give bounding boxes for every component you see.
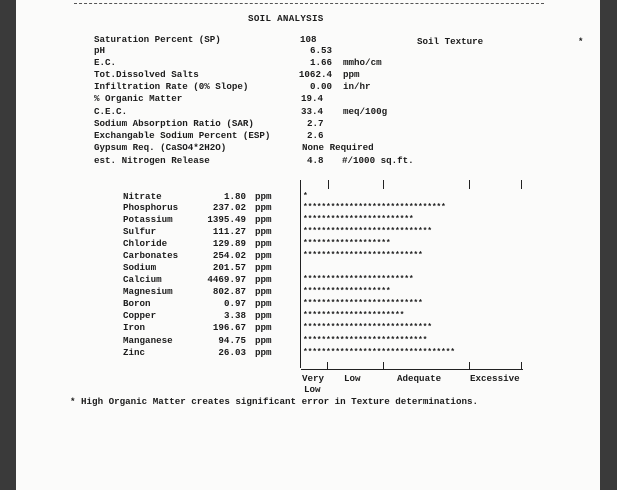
nutrient-name: Chloride <box>123 238 168 249</box>
nutrient-unit: ppm <box>255 335 272 346</box>
nutrient-name: Magnesium <box>123 286 173 297</box>
nutrient-value: 802.87 <box>212 286 246 297</box>
nutrient-bar: ************************** <box>303 299 423 308</box>
nutrient-name: Potassium <box>123 214 173 225</box>
param-value-sp: 108 <box>300 34 317 45</box>
param-value-nitrogen: 4.8 <box>307 155 324 166</box>
nutrient-value: 1395.49 <box>207 214 246 225</box>
param-unit-ec: mmho/cm <box>343 57 382 68</box>
nutrient-unit: ppm <box>255 286 272 297</box>
side-marker: * <box>578 37 584 47</box>
nutrient-bar: **************************** <box>303 323 432 332</box>
nutrient-value: 94.75 <box>218 335 246 346</box>
scale-label-very-low: Low <box>304 384 321 395</box>
nutrient-bar: ************************ <box>303 215 414 224</box>
nutrient-unit: ppm <box>255 191 272 202</box>
nutrient-value: 237.02 <box>212 202 246 213</box>
nutrient-bar: ******************* <box>303 287 391 296</box>
param-value-organic: 19.4 <box>301 93 324 104</box>
param-value-sar: 2.7 <box>307 118 324 129</box>
nutrient-name: Carbonates <box>123 250 179 261</box>
nutrient-bar: ******************* <box>303 239 391 248</box>
nutrient-value: 196.67 <box>212 322 246 333</box>
scale-tick-3 <box>469 180 470 189</box>
nutrient-bar: **************************** <box>303 227 432 236</box>
nutrient-name: Manganese <box>123 335 173 346</box>
page-title: SOIL ANALYSIS <box>248 13 324 24</box>
nutrient-bar: ************************** <box>303 251 423 260</box>
param-value-esp: 2.6 <box>307 130 324 141</box>
param-label-ec: E.C. <box>94 57 117 68</box>
nutrient-bar: ************************ <box>303 275 414 284</box>
nutrient-value: 129.89 <box>212 238 246 249</box>
nutrient-unit: ppm <box>255 322 272 333</box>
nutrient-unit: ppm <box>255 226 272 237</box>
scale-divider-4 <box>521 362 522 370</box>
nutrient-name: Boron <box>123 298 151 309</box>
nutrient-bar: *************************** <box>303 336 428 345</box>
soil-texture-label: Soil Texture <box>417 36 484 47</box>
scale-label-very: Very <box>302 373 325 384</box>
param-label-sar: Sodium Absorption Ratio (SAR) <box>94 118 254 129</box>
param-value-ec: 1.66 <box>309 57 332 68</box>
param-label-tds: Tot.Dissolved Salts <box>94 69 199 80</box>
scale-divider-3 <box>469 362 470 370</box>
nutrient-value: 201.57 <box>212 262 246 273</box>
param-unit-infiltration: in/hr <box>343 81 371 92</box>
nutrient-value: 3.38 <box>223 310 246 321</box>
nutrient-value: 111.27 <box>212 226 246 237</box>
param-label-sp: Saturation Percent (SP) <box>94 34 221 45</box>
nutrient-unit: ppm <box>255 250 272 261</box>
nutrient-name: Sodium <box>123 262 157 273</box>
param-value-cec: 33.4 <box>301 106 324 117</box>
nutrient-unit: ppm <box>255 262 272 273</box>
nutrient-unit: ppm <box>255 214 272 225</box>
nutrient-unit: ppm <box>255 238 272 249</box>
param-label-cec: C.E.C. <box>94 106 128 117</box>
nutrient-name: Calcium <box>123 274 162 285</box>
nutrient-value: 254.02 <box>212 250 246 261</box>
nutrient-name: Iron <box>123 322 146 333</box>
scale-label-excessive: Excessive <box>470 373 520 384</box>
nutrient-value: 26.03 <box>218 347 246 358</box>
nutrient-bar: ********************** <box>303 311 405 320</box>
top-dashed-rule <box>74 3 544 4</box>
param-value-gypsum: None Required <box>302 142 374 153</box>
nutrient-bar: ******************************* <box>303 203 446 212</box>
nutrient-bar: * <box>303 192 308 201</box>
param-label-infiltration: Infiltration Rate (0% Slope) <box>94 81 249 92</box>
nutrient-name: Sulfur <box>123 226 157 237</box>
scale-label-adequate: Adequate <box>397 373 442 384</box>
scale-divider-1 <box>327 362 328 370</box>
param-unit-nitrogen: #/1000 sq.ft. <box>342 155 414 166</box>
nutrient-unit: ppm <box>255 298 272 309</box>
nutrient-name: Phosphorus <box>123 202 179 213</box>
nutrient-value: 0.97 <box>223 298 246 309</box>
scale-label-low: Low <box>344 373 361 384</box>
param-value-ph: 6.53 <box>309 45 332 56</box>
scale-tick-4 <box>521 180 522 189</box>
param-unit-cec: meq/100g <box>343 106 388 117</box>
footnote: * High Organic Matter creates significant error in Texture determinations. <box>70 396 478 407</box>
scale-tick-1 <box>328 180 329 189</box>
nutrient-name: Copper <box>123 310 157 321</box>
param-label-nitrogen: est. Nitrogen Release <box>94 155 210 166</box>
nutrient-unit: ppm <box>255 310 272 321</box>
nutrient-name: Nitrate <box>123 191 162 202</box>
nutrient-unit: ppm <box>255 347 272 358</box>
nutrient-name: Zinc <box>123 347 146 358</box>
param-label-ph: pH <box>94 45 106 56</box>
nutrient-bar: ********************************* <box>303 348 455 357</box>
param-value-tds: 1062.4 <box>298 69 332 80</box>
param-label-gypsum: Gypsum Req. (CaSO4*2H2O) <box>94 142 227 153</box>
param-label-esp: Exchangable Sodium Percent (ESP) <box>94 130 271 141</box>
param-label-organic: % Organic Matter <box>94 93 183 104</box>
bar-axis-line <box>300 180 301 368</box>
nutrient-unit: ppm <box>255 274 272 285</box>
scale-tick-2 <box>383 180 384 189</box>
report-page <box>16 0 600 490</box>
nutrient-unit: ppm <box>255 202 272 213</box>
param-unit-tds: ppm <box>343 69 360 80</box>
nutrient-value: 1.80 <box>223 191 246 202</box>
scale-divider-2 <box>383 362 384 370</box>
scale-baseline <box>301 369 523 370</box>
param-value-infiltration: 0.00 <box>309 81 332 92</box>
nutrient-value: 4469.97 <box>207 274 246 285</box>
